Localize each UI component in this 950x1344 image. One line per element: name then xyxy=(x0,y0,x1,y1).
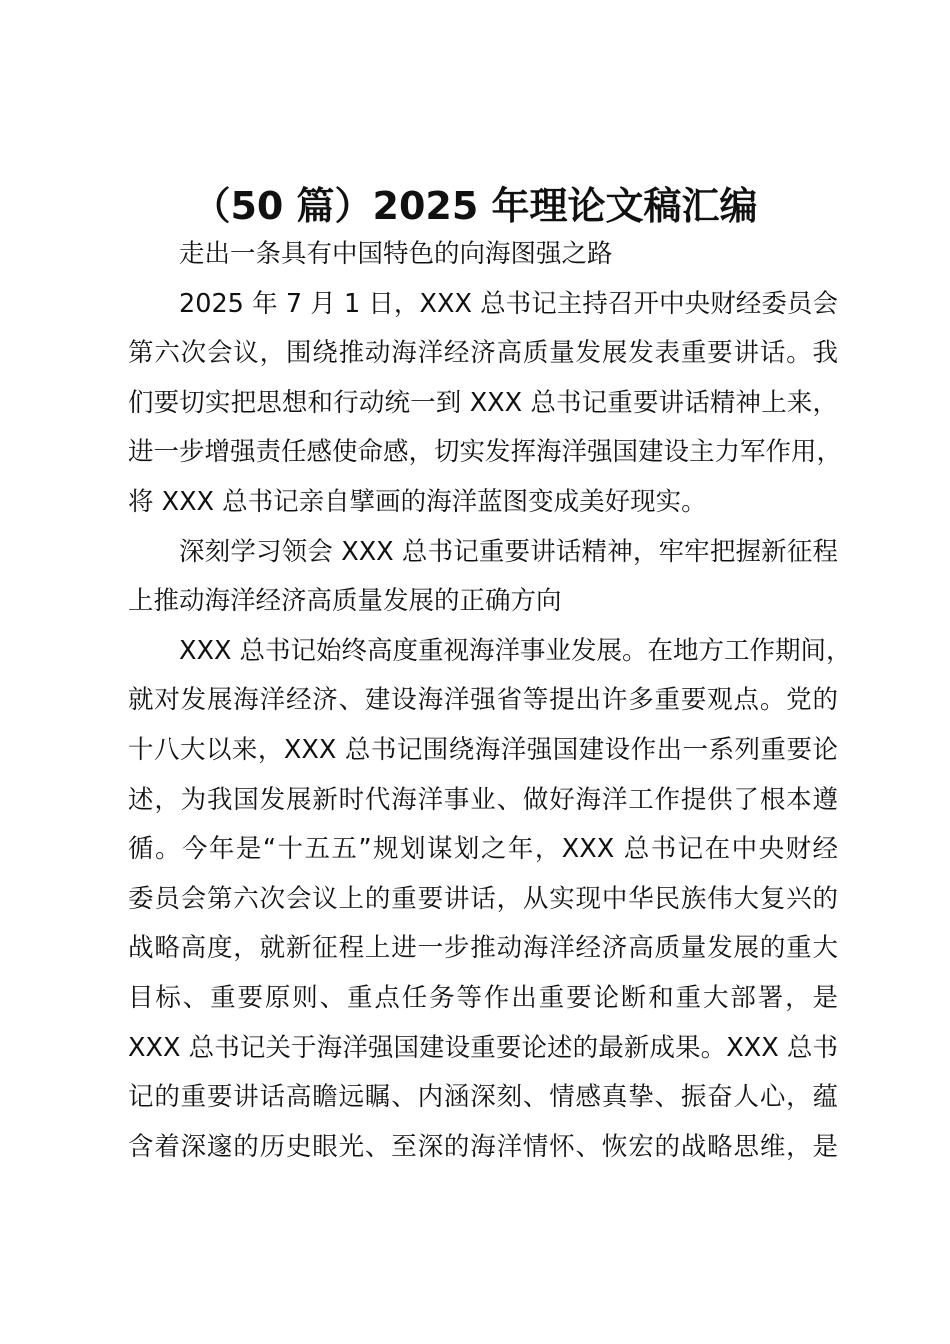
paragraph-line: 目标、重要原则、重点任务等作出重要论断和重大部署，是 xyxy=(128,982,838,1013)
paragraph-line: 2025 年 7 月 1 日，XXX 总书记主持召开中央财经委员会 xyxy=(179,288,838,319)
paragraph-line: 记的重要讲话高瞻远瞩、内涵深刻、情感真挚、振奋人心，蕴 xyxy=(128,1082,838,1113)
paragraph-line: 就对发展海洋经济、建设海洋强省等提出许多重要观点。党的 xyxy=(128,685,838,716)
paragraph-line: 含着深邃的历史眼光、至深的海洋情怀、恢宏的战略思维，是 xyxy=(128,1131,838,1162)
section-heading: 深刻学习领会 XXX 总书记重要讲话精神，牢牢把握新征程 xyxy=(179,536,838,567)
section-heading: 走出一条具有中国特色的向海图强之路 xyxy=(179,239,613,269)
paragraph-line: 将 XXX 总书记亲自擘画的海洋蓝图变成美好现实。 xyxy=(128,486,707,517)
paragraph-line: XXX 总书记始终高度重视海洋事业发展。在地方工作期间， xyxy=(179,635,852,666)
paragraph-line: 们要切实把思想和行动统一到 XXX 总书记重要讲话精神上来， xyxy=(128,387,838,418)
paragraph-line: 委员会第六次会议上的重要讲话，从实现中华民族伟大复兴的 xyxy=(128,883,838,914)
paragraph-line: 循。今年是“十五五”规划谋划之年，XXX 总书记在中央财经 xyxy=(128,834,838,865)
paragraph-line: 第六次会议，围绕推动海洋经济高质量发展发表重要讲话。我 xyxy=(128,338,838,369)
paragraph-line: 进一步增强责任感使命感，切实发挥海洋强国建设主力军作用， xyxy=(128,437,843,468)
section-heading: 上推动海洋经济高质量发展的正确方向 xyxy=(128,586,562,617)
paragraph-line: 述，为我国发展新时代海洋事业、做好海洋工作提供了根本遵 xyxy=(128,784,838,815)
document-body xyxy=(128,230,852,1172)
paragraph-line: 战略高度，就新征程上进一步推动海洋经济高质量发展的重大 xyxy=(128,933,838,964)
paragraph-line: XXX 总书记关于海洋强国建设重要论述的最新成果。XXX 总书 xyxy=(128,1032,838,1063)
paragraph-line: 十八大以来，XXX 总书记围绕海洋强国建设作出一系列重要论 xyxy=(128,734,838,765)
document-title: （50 篇）2025 年理论文稿汇编 xyxy=(192,184,758,228)
